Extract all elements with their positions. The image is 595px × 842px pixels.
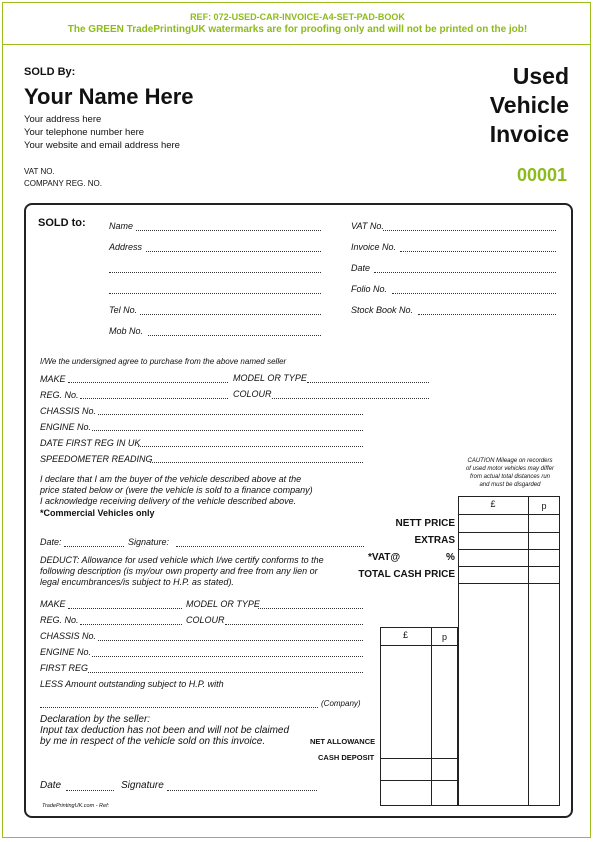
buyer-mob-line[interactable] [148,335,321,336]
folio-no-line[interactable] [392,293,556,294]
purchase-model-label: MODEL OR TYPE [233,373,307,383]
buyer-declaration-1: I declare that I am the buyer of the vehicle described above at the [40,474,302,484]
invoice-number: 00001 [516,165,567,185]
seller-date-line[interactable] [66,790,114,791]
caution-line-4: and must be disgarded [479,482,541,488]
purchase-colour-label: COLOUR [233,389,272,399]
buyer-address-line-2[interactable] [109,272,321,273]
deduct-less-label: LESS Amount outstanding subject to H.P. with [40,679,224,689]
buyer-vat-line[interactable] [383,230,556,231]
sold-to-label: SOLD to: [38,217,86,229]
invoice-no-label: Invoice No. [351,242,397,252]
purchase-speedo-label: SPEEDOMETER READING [40,454,153,464]
seller-company-reg: COMPANY REG. NO. [24,179,102,188]
buyer-mob-label: Mob No. [109,326,144,336]
buyer-address-line-3[interactable] [109,293,321,294]
price-row-line [458,514,560,515]
price-row-line [458,583,560,584]
total-cash-price-label: TOTAL CASH PRICE [358,569,455,580]
title-line-1: Used [512,63,569,89]
nett-price-label: NETT PRICE [395,518,455,529]
price-row-line [458,532,560,533]
commercial-note: *Commercial Vehicles only [40,508,155,518]
caution-line-3: from actual total distances run [469,474,551,480]
price-table [458,496,560,806]
deduct-first-reg-label: FIRST REG [40,663,89,673]
buyer-signature-line[interactable] [176,546,364,547]
purchase-reg-line[interactable] [80,398,228,399]
seller-declaration-title: Declaration by the seller: [40,714,151,725]
deduct-first-reg-line[interactable] [88,672,363,673]
deduct-make-line[interactable] [68,608,182,609]
buyer-address-line-1[interactable] [146,251,321,252]
allowance-pounds-header: £ [402,630,408,640]
seller-telephone: Your telephone number here [24,127,145,138]
purchase-chassis-line[interactable] [98,414,363,415]
seller-signature-label: Signature [121,780,164,791]
stock-book-label: Stock Book No. [351,305,414,315]
purchase-first-reg-label: DATE FIRST REG IN UK [40,438,141,448]
date-line[interactable] [374,272,556,273]
purchase-chassis-label: CHASSIS No. [40,406,97,416]
title-line-3: Invoice [489,121,569,147]
purchase-speedo-line[interactable] [150,462,363,463]
net-allowance-label: NET ALLOWANCE [310,737,376,746]
price-pounds-header: £ [490,499,496,509]
deduct-colour-line[interactable] [225,624,363,625]
purchase-make-line[interactable] [68,382,228,383]
footer-ref: TradePrintingUK.com - Ref: [42,803,110,809]
date-label: Date [351,263,371,273]
purchase-model-line[interactable] [307,382,429,383]
vat-label: *VAT@ [368,552,401,563]
seller-vat: VAT NO. [24,167,55,176]
deduct-chassis-label: CHASSIS No. [40,631,97,641]
buyer-tel-label: Tel No. [109,305,138,315]
document-title [490,62,569,149]
deduct-make-label: MAKE [40,599,66,609]
deduct-reg-line[interactable] [80,624,182,625]
cash-deposit-label: CASH DEPOSIT [318,753,375,762]
title-line-2: Vehicle [489,92,569,118]
banner-divider [2,44,591,45]
seller-signature-line[interactable] [167,790,317,791]
purchase-engine-line[interactable] [92,430,363,431]
buyer-tel-line[interactable] [140,314,321,315]
caution-line-1: CAUTION Mileage on recorders [467,458,553,464]
price-table-divider [528,496,529,806]
sold-by-label: SOLD By: [24,66,76,78]
buyer-address-label: Address [109,242,143,252]
deduct-chassis-line[interactable] [98,640,363,641]
allowance-pence-header: p [441,632,447,642]
watermark-note: The GREEN TradePrintingUK watermarks are for proofing only and will not be printed on the job! [67,24,528,35]
buyer-date-label: Date: [40,537,62,547]
stock-book-line[interactable] [418,314,556,315]
seller-date-label: Date [40,780,62,791]
seller-declaration-1: Input tax deduction has not been and will not be claimed [40,725,290,736]
allowance-row-line [380,758,458,759]
buyer-name-line[interactable] [136,230,321,231]
seller-address: Your address here [24,114,102,125]
extras-label: EXTRAS [414,535,455,546]
deduct-reg-label: REG. No. [40,615,79,625]
seller-name: Your Name Here [24,84,194,109]
ref-line: REF: 072-USED-CAR-INVOICE-A4-SET-PAD-BOOK [190,12,405,22]
mileage-caution [458,457,562,489]
purchase-agreement: I/We the undersigned agree to purchase from the above named seller [40,357,287,366]
price-row-line [458,566,560,567]
deduct-line-1: DEDUCT: Allowance for used vehicle which I/we certify conforms to the [40,555,324,565]
deduct-model-line[interactable] [258,608,363,609]
vat-percent: % [446,552,455,563]
deduct-model-label: MODEL OR TYPE [186,599,260,609]
seller-declaration-2: by me in respect of the vehicle sold on this invoice. [40,736,266,747]
buyer-name-label: Name [109,221,134,231]
purchase-first-reg-line[interactable] [138,446,363,447]
price-pence-header: p [541,501,547,511]
purchase-make-label: MAKE [40,374,66,384]
buyer-declaration-2: price stated below or (were the vehicle is sold to a finance company) [40,485,313,495]
deduct-engine-label: ENGINE No. [40,647,92,657]
purchase-engine-label: ENGINE No. [40,422,92,432]
buyer-vat-label: VAT No. [351,221,384,231]
purchase-colour-line[interactable] [272,398,429,399]
deduct-line-3: legal encumbrances/is subject to H.P. as stated). [40,577,234,587]
allowance-header-line [380,645,458,646]
deduct-company-label: (Company) [321,699,361,708]
price-row-line [458,549,560,550]
folio-no-label: Folio No. [351,284,388,294]
buyer-signature-label: Signature: [128,537,170,547]
buyer-date-line[interactable] [64,546,124,547]
caution-line-2: of used motor vehicles may differ [465,466,555,472]
purchase-reg-label: REG. No. [40,390,79,400]
deduct-company-line[interactable] [40,707,318,708]
invoice-no-line[interactable] [400,251,556,252]
seller-web-email: Your website and email address here [24,140,180,151]
deduct-engine-line[interactable] [92,656,363,657]
deduct-colour-label: COLOUR [186,615,225,625]
deduct-line-2: following description (is my/our own property and free from any lien or [40,566,318,576]
allowance-row-line [380,780,458,781]
buyer-declaration-3: I acknowledge receiving delivery of the vehicle described above. [40,496,297,506]
